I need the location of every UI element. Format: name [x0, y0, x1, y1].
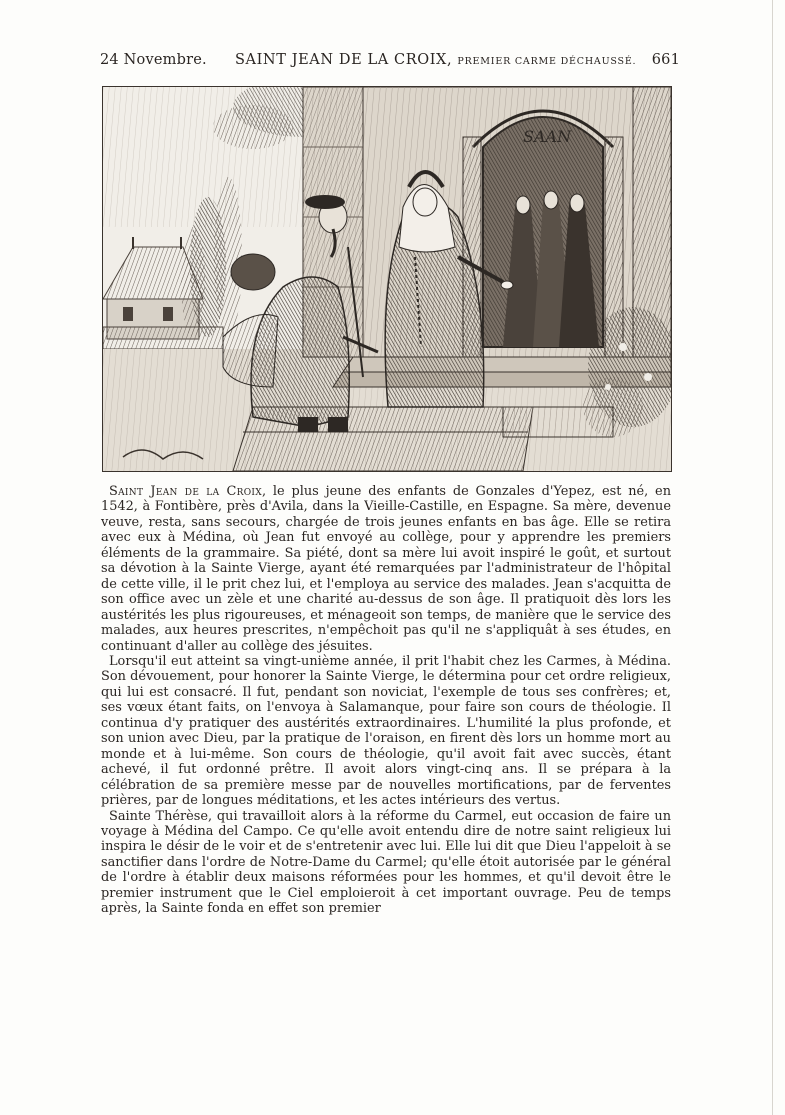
garden-wall [103, 327, 223, 349]
header-date: 24 Novembre. [100, 52, 207, 68]
engraving-scene [103, 87, 671, 471]
body-text [101, 484, 671, 917]
tympanum-inscription: SAAN [523, 127, 572, 146]
stone-block [503, 407, 613, 437]
engraving-illustration [102, 86, 672, 472]
nuns-in-doorway [503, 191, 599, 347]
header-subtitle: PREMIER CARME DÉCHAUSSÉ. [457, 56, 637, 67]
paragraph-1 [101, 484, 671, 654]
running-header [100, 52, 680, 74]
saint-name-lead: Saint Jean de la Croix [109, 484, 262, 499]
header-title [235, 52, 636, 68]
paragraph-3: Sainte Thérèse, qui travailloit alors à la réforme du Carmel, eut occasion de faire un voyage à Médina del Campo. Ce qu'elle avoit entendu dire de notre saint religieux lui inspira le désir de le voir et de s'entretenir avec lui. Elle lui dit que Dieu l'appeloit à se sanctifier dans l'ordre de Notre-Dame du Carmel; qu'elle étoit autorisée par le général de l'ordre à établir deux maisons réformées pour les hommes, et qu'il devoit être le premier instrument que le Ciel emploieroit à cet important ouvrage. Peu de temps après, la Sainte fonda en effet son premier [101, 808, 671, 917]
header-title-main: SAINT JEAN DE LA CROIX, [235, 52, 453, 68]
page-number: 661 [651, 52, 680, 68]
paragraph-1-text: , le plus jeune des enfants de Gonzales d'Yepez, est né, en 1542, à Fontibère, près d'Avila, dans la Vieille-Castille, en Espagne. Sa mère, devenue veuve, resta, sans secours, chargée de trois jeunes enfants en bas âge. Elle se retira avec eux à Médina, où Jean fut envoyé au collège, pour y apprendre les premiers éléments de la grammaire. Sa piété, dont sa mère lui avoit inspiré le goût, et surtout sa dévotion à la Sainte Vierge, ayant été remarquées par l'administrateur de l'hôpital de cette ville, il le prit chez lui, et l'employa au service des malades. Jean s'acquitta de son office avec un zèle et une charité au-dessus de son âge. Il pratiquoit dès lors les austérités les plus rigoureuses, et ménageoit son temps, de manière que le service des malades, aux heures prescrites, n'empêchoit pas qu'il ne s'appliquât à ses études, en continuant d'aller au collège des jésuites. [101, 484, 671, 654]
paragraph-2: Lorsqu'il eut atteint sa vingt-unième année, il prit l'habit chez les Carmes, à Médina. Son dévouement, pour honorer la Sainte Vierge, le détermina pour cet ordre religieux, qui lui est consacré. Il fut, pendant son noviciat, l'exemple de tous ses confrères; et, ses vœux étant faits, on l'envoya à Salamanque, pour faire son cours de théologie. Il continua d'y pratiquer des austérités extraordinaires. L'humilité la plus profonde, et son union avec Dieu, par la pratique de l'oraison, en firent dès lors un homme mort au monde et à lui-même. Son cours de théologie, qu'il avoit fait avec succès, étant achevé, il fut ordonné prêtre. Il avoit alors vingt-cinq ans. Il se prépara à la célébration de sa première messe par de nouvelles mortifications, par de ferventes prières, par de longues méditations, et les actes intérieurs des vertus. [101, 653, 671, 809]
